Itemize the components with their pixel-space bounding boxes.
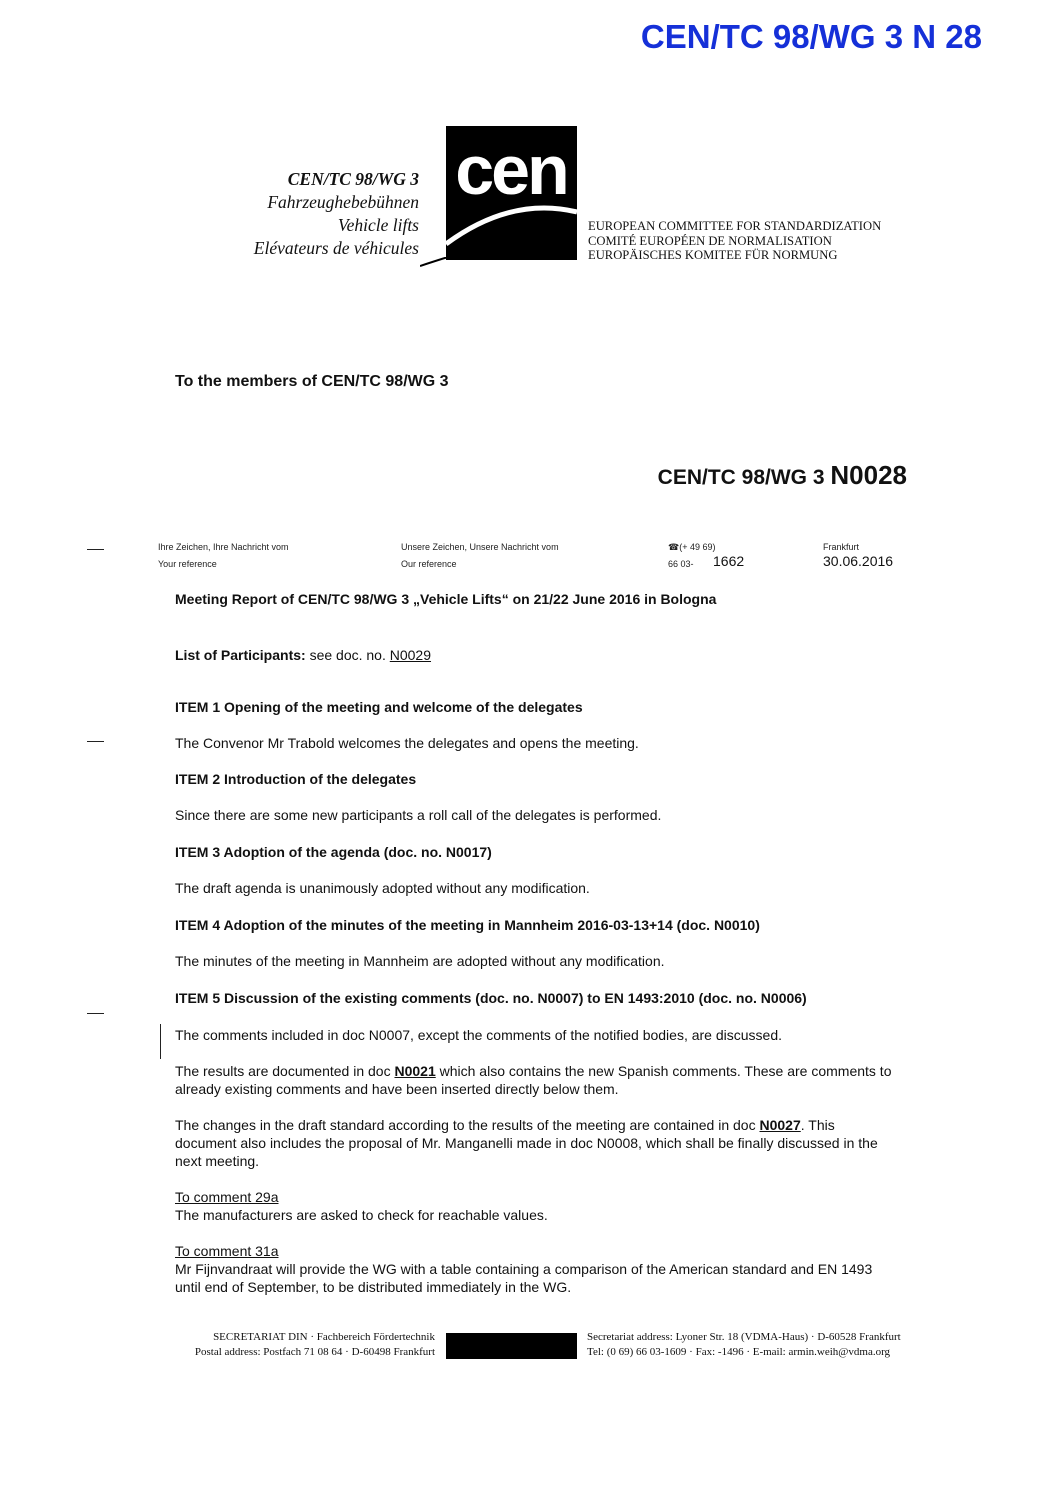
cen-logo bbox=[446, 126, 577, 260]
cen-logo-text: cen bbox=[455, 131, 567, 209]
item1-text: The Convenor Mr Trabold welcomes the delegates and opens the meeting. bbox=[175, 735, 639, 751]
item2-heading: ITEM 2 Introduction of the delegates bbox=[175, 771, 417, 787]
footer-secretariat-address: Secretariat address: Lyoner Str. 18 (VDMA-Haus) · D-60528 Frankfurt bbox=[587, 1331, 901, 1343]
wg-name-en: Vehicle lifts bbox=[337, 215, 419, 235]
comment-31a-label: To comment 31a bbox=[175, 1243, 279, 1259]
fold-mark bbox=[87, 741, 104, 742]
fold-mark bbox=[87, 1013, 104, 1014]
item5-p2-text-a: The results are documented in doc bbox=[175, 1063, 395, 1079]
footer-secretariat-name: SECRETARIAT DIN · Fachbereich Fördertechnik bbox=[213, 1331, 435, 1343]
item5-p3-text-b: . This document also includes the proposal of Mr. Manganelli made in doc N0008, which shall be finally discussed in the next meeting. bbox=[175, 1117, 878, 1169]
item5-p2-text-b: which also contains the new Spanish comments. These are comments to already existing comments and have been inserted directly below them. bbox=[175, 1063, 892, 1097]
wg-name: CEN/TC 98/WG 3 bbox=[287, 169, 419, 189]
committee-fr: COMITÉ EUROPÉEN DE NORMALISATION bbox=[588, 233, 832, 248]
footer-secretariat bbox=[195, 1330, 435, 1360]
footer-postal-address: Postal address: Postfach 71 08 64 · D-60498 Frankfurt bbox=[194, 1346, 435, 1358]
logo-swoosh bbox=[420, 257, 450, 267]
item5-paragraph-2 bbox=[175, 1062, 895, 1098]
comment-29a-text: The manufacturers are asked to check for reachable values. bbox=[175, 1207, 548, 1223]
your-ref-de: Ihre Zeichen, Ihre Nachricht vom bbox=[158, 542, 289, 552]
comment-29a-label: To comment 29a bbox=[175, 1189, 279, 1205]
item3-text: The draft agenda is unanimously adopted without any modification. bbox=[175, 880, 590, 896]
participants-doc-link[interactable]: N0029 bbox=[389, 647, 432, 663]
committee-de: EUROPÄISCHES KOMITEE FÜR NORMUNG bbox=[588, 248, 838, 262]
doc-number-prefix: CEN/TC 98/WG 3 bbox=[657, 466, 825, 489]
committee-en: EUROPEAN COMMITTEE FOR STANDARDIZATION bbox=[588, 219, 882, 233]
your-ref-en: Your reference bbox=[158, 559, 217, 569]
comment-31a-text: Mr Fijnvandraat will provide the WG with a table containing a comparison of the American standard and EN 1493 until end of September, to be distributed immediately in the WG. bbox=[175, 1261, 873, 1295]
item3-heading: ITEM 3 Adoption of the agenda (doc. no. N0017) bbox=[175, 844, 492, 860]
place: Frankfurt bbox=[823, 542, 860, 552]
cen-logo-mark bbox=[446, 126, 577, 260]
item5-p3-text-a: The changes in the draft standard according to the results of the meeting are contained in doc bbox=[175, 1117, 760, 1133]
footer-contact bbox=[587, 1330, 901, 1360]
change-bar bbox=[160, 1024, 161, 1059]
phone-label: ☎(+ 49 69) bbox=[668, 542, 716, 552]
participants-text: see doc. no. bbox=[305, 647, 390, 663]
item5-heading: ITEM 5 Discussion of the existing comments (doc. no. N0007) to EN 1493:2010 (doc. no. N0006) bbox=[175, 990, 807, 1006]
participants-line bbox=[175, 646, 895, 664]
addressee: To the members of CEN/TC 98/WG 3 bbox=[175, 373, 449, 390]
doc-number bbox=[658, 460, 907, 491]
item1-heading: ITEM 1 Opening of the meeting and welcome of the delegates bbox=[175, 699, 583, 715]
committee-names bbox=[588, 219, 881, 263]
meeting-title: Meeting Report of CEN/TC 98/WG 3 „Vehicle Lifts“ on 21/22 June 2016 in Bologna bbox=[175, 591, 717, 607]
wg-name-de: Fahrzeughebebühnen bbox=[267, 192, 419, 212]
document-code: CEN/TC 98/WG 3 N 28 bbox=[640, 18, 982, 55]
phone-extension: 1662 bbox=[713, 553, 745, 569]
date: 30.06.2016 bbox=[823, 553, 894, 569]
footer-black-bar bbox=[446, 1333, 577, 1359]
item2-text: Since there are some new participants a roll call of the delegates is performed. bbox=[175, 807, 662, 823]
our-ref-de: Unsere Zeichen, Unsere Nachricht vom bbox=[401, 542, 559, 552]
phone-prefix: 66 03- bbox=[668, 559, 694, 569]
fold-mark bbox=[87, 549, 104, 550]
wg-letterhead bbox=[254, 168, 419, 260]
item4-heading: ITEM 4 Adoption of the minutes of the meeting in Mannheim 2016-03-13+14 (doc. N0010) bbox=[175, 917, 760, 933]
wg-name-fr: Elévateurs de véhicules bbox=[253, 238, 419, 258]
doc-link-n0021[interactable]: N0021 bbox=[394, 1063, 436, 1079]
item5-paragraph-1: The comments included in doc N0007, except the comments of the notified bodies, are discussed. bbox=[175, 1027, 783, 1043]
our-ref-en: Our reference bbox=[401, 559, 457, 569]
doc-link-n0027[interactable]: N0027 bbox=[759, 1117, 801, 1133]
footer-contact-details: Tel: (0 69) 66 03-1609 · Fax: -1496 · E-mail: armin.weih@vdma.org bbox=[587, 1346, 891, 1358]
doc-number-value: N0028 bbox=[830, 460, 907, 490]
item5-paragraph-3 bbox=[175, 1116, 895, 1170]
participants-label: List of Participants: bbox=[175, 647, 306, 663]
item4-text: The minutes of the meeting in Mannheim are adopted without any modification. bbox=[175, 953, 665, 969]
